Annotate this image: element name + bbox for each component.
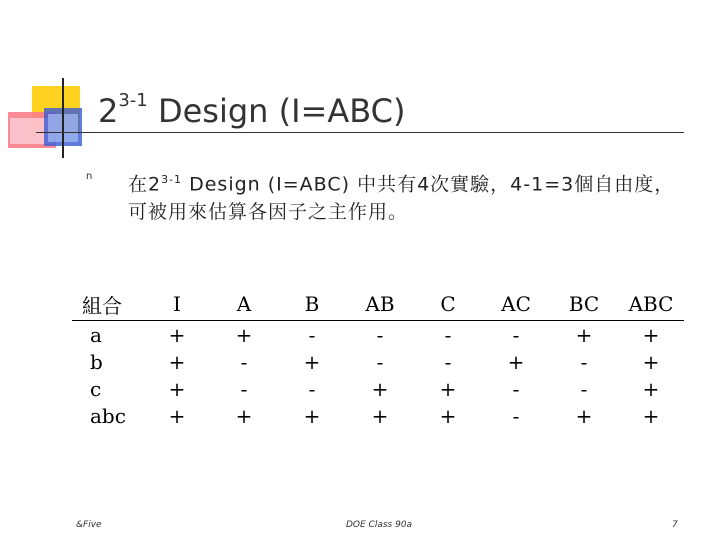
- table-cell: -: [512, 376, 520, 401]
- slide-title: [98, 92, 405, 130]
- table-header-cell: C: [414, 288, 482, 321]
- row-label: b: [90, 349, 103, 374]
- table-cell: +: [371, 403, 389, 428]
- table-cell: +: [642, 349, 660, 374]
- table-header-cell: BC: [550, 288, 618, 321]
- footer-left: &Five: [76, 520, 102, 530]
- title-underline: [36, 132, 684, 133]
- row-label: abc: [90, 403, 126, 428]
- bullet-text-pre: 在2: [128, 173, 162, 196]
- table-header-cell: B: [278, 288, 346, 321]
- table-cell: +: [575, 403, 593, 428]
- title-superscript: 3-1: [118, 90, 148, 112]
- table-cell: +: [371, 376, 389, 401]
- table-corner-header: 組合: [72, 288, 144, 321]
- table-header-cell: I: [144, 288, 210, 321]
- title-base: 2: [98, 92, 119, 130]
- table-cell: -: [444, 322, 452, 347]
- bullet-text: [128, 166, 688, 226]
- table-cell: +: [168, 403, 186, 428]
- table-cell: -: [512, 322, 520, 347]
- table-cell: -: [376, 322, 384, 347]
- table-cell: -: [512, 403, 520, 428]
- table-header-row: [72, 288, 684, 321]
- design-table: [72, 288, 684, 429]
- table-cell: -: [308, 376, 316, 401]
- table-cell: -: [580, 376, 588, 401]
- table-cell: +: [642, 403, 660, 428]
- table-cell: -: [376, 349, 384, 374]
- table-cell: +: [235, 322, 253, 347]
- table-header-cell: ABC: [618, 288, 684, 321]
- table-header-cell: AB: [346, 288, 414, 321]
- table-row: [72, 402, 684, 429]
- table-header-cell: AC: [482, 288, 550, 321]
- table-cell: +: [642, 376, 660, 401]
- table-cell: +: [168, 349, 186, 374]
- table-row: [72, 321, 684, 349]
- table-cell: -: [240, 376, 248, 401]
- table-row: [72, 375, 684, 402]
- row-label: c: [90, 376, 102, 401]
- row-label: a: [90, 322, 102, 347]
- table-cell: +: [168, 322, 186, 347]
- table-cell: +: [235, 403, 253, 428]
- bullet-text-superscript: 3-1: [161, 173, 183, 186]
- title-rest: Design (I=ABC): [147, 92, 406, 130]
- table-cell: +: [507, 349, 525, 374]
- table-cell: -: [580, 349, 588, 374]
- table-cell: +: [439, 376, 457, 401]
- table-cell: +: [303, 403, 321, 428]
- table-row: [72, 348, 684, 375]
- decor-vertical-line: [62, 78, 64, 158]
- bullet-text-post: Design (I=ABC) 中共有4次實驗，4-1=3個自由度，可被用來估算各因子之主作用。: [128, 173, 675, 224]
- table-cell: +: [303, 349, 321, 374]
- footer-center: DOE Class 90a: [346, 520, 413, 530]
- table-cell: +: [575, 322, 593, 347]
- page-number: 7: [672, 520, 678, 530]
- table-header-cell: A: [210, 288, 278, 321]
- table-cell: -: [308, 322, 316, 347]
- table-cell: +: [168, 376, 186, 401]
- table-cell: +: [642, 322, 660, 347]
- bullet-icon: n: [86, 171, 93, 182]
- table-cell: -: [444, 349, 452, 374]
- table-cell: -: [240, 349, 248, 374]
- table-cell: +: [439, 403, 457, 428]
